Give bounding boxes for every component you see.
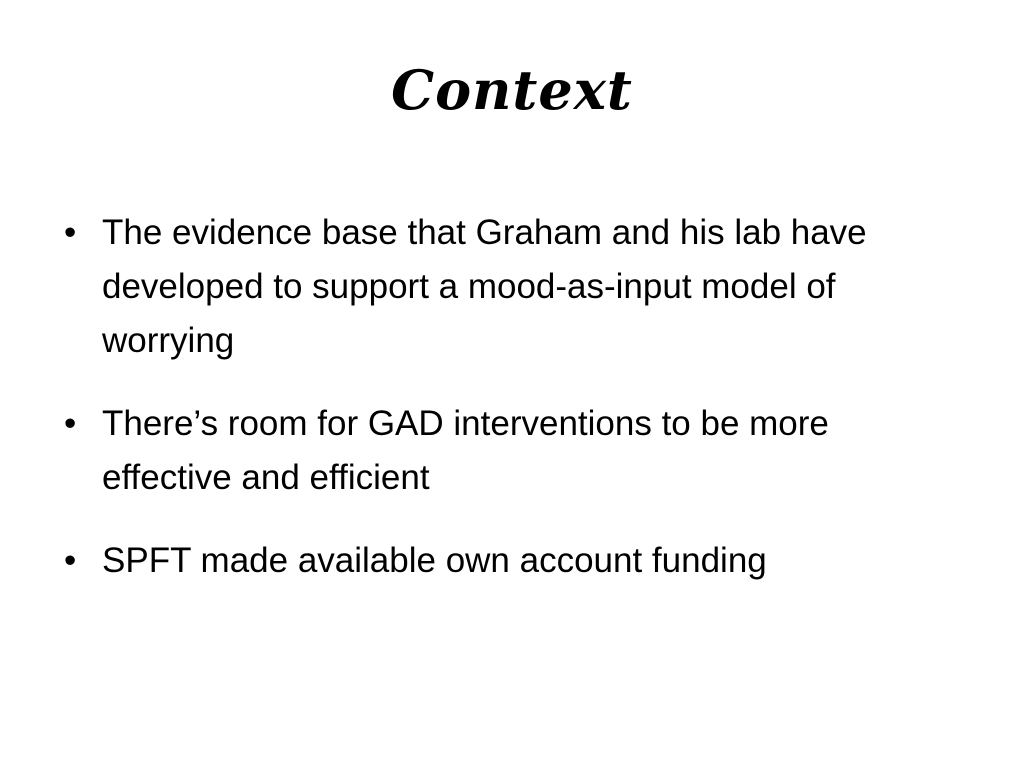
bullet-item: [58, 206, 958, 368]
bullet-icon: •: [64, 213, 77, 252]
bullet-icon: •: [64, 404, 77, 443]
bullet-text: There’s room for GAD interventions to be more effective and efficient: [102, 404, 829, 497]
bullet-text: The evidence base that Graham and his lab have developed to support a mood-as-input model of worrying: [102, 213, 867, 360]
slide-title: Context: [391, 58, 633, 122]
bullet-list: [58, 206, 958, 617]
bullet-item: [58, 397, 958, 505]
bullet-text: SPFT made available own account funding: [102, 541, 767, 580]
bullet-item: [58, 534, 958, 588]
bullet-icon: •: [64, 541, 77, 580]
